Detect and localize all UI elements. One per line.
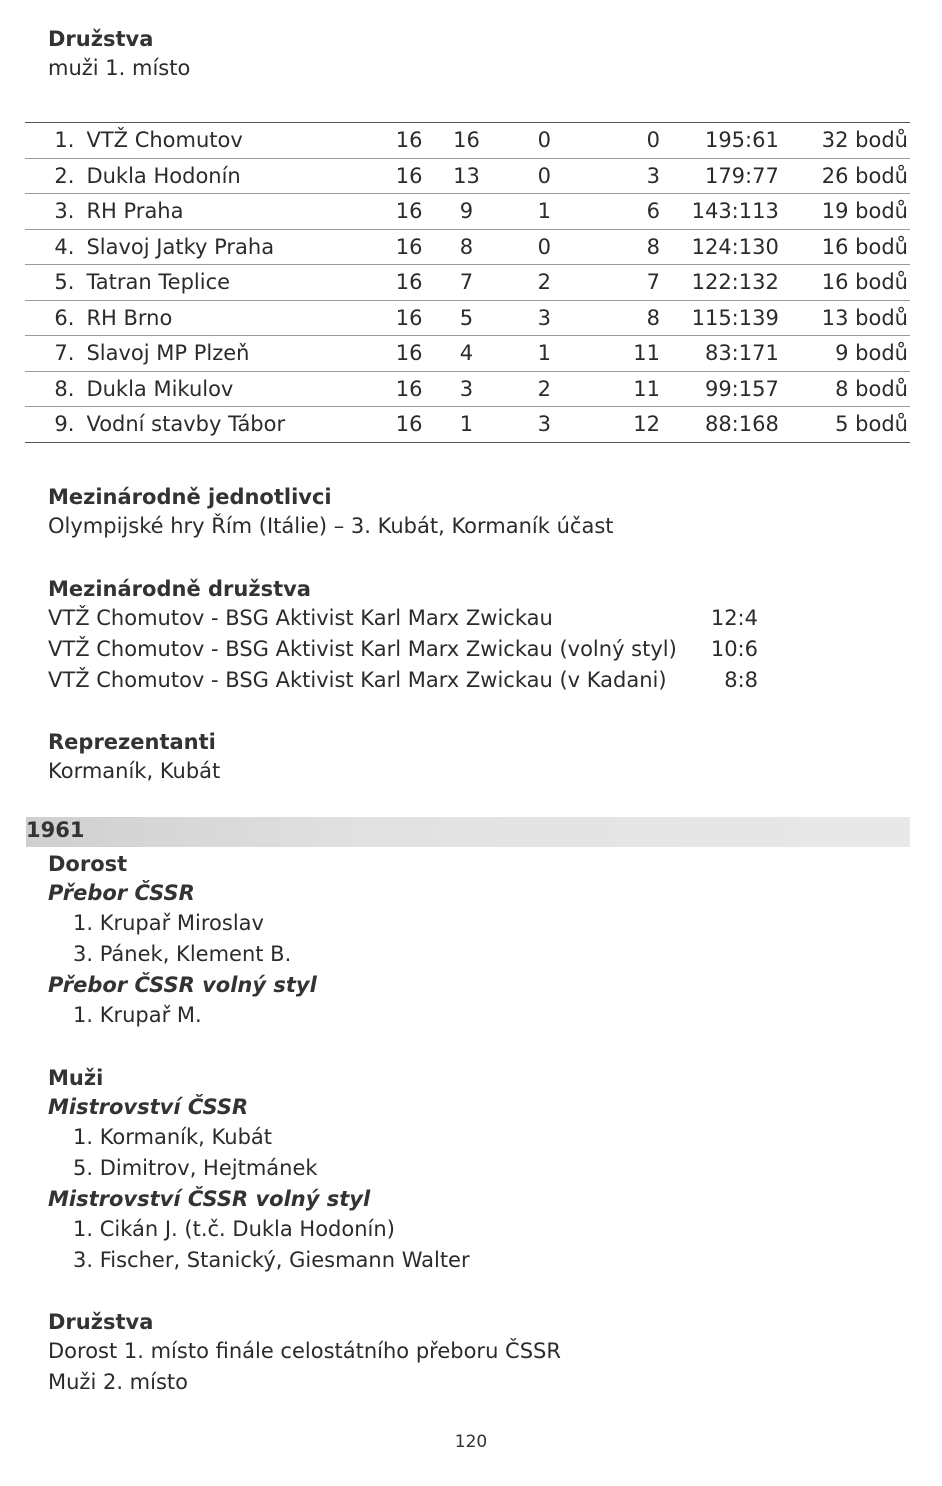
rank-cell: 8. (25, 371, 86, 407)
won-cell: 8 (431, 229, 503, 265)
section-heading: Muži (48, 1066, 104, 1090)
section-subtitle: muži 1. místo (48, 56, 191, 80)
subsection-heading: Mistrovství ČSSR volný styl (48, 1187, 371, 1211)
won-cell: 5 (431, 300, 503, 336)
intl-match-row (48, 603, 758, 634)
section-teams-1960 (48, 25, 190, 84)
points-cell: 19 bodů (779, 194, 910, 230)
section-heading: Dorost (48, 852, 128, 876)
played-cell: 16 (388, 194, 431, 230)
match-score: 12:4 (710, 606, 758, 630)
match-score: 10:6 (710, 637, 758, 661)
section-muzi (48, 1064, 470, 1276)
drawn-cell: 1 (502, 336, 586, 372)
won-cell: 7 (431, 265, 503, 301)
played-cell: 16 (388, 229, 431, 265)
intl-match-list (48, 603, 758, 696)
score-cell: 179:77 (660, 158, 779, 194)
won-cell: 16 (431, 123, 503, 159)
table-row (25, 194, 910, 230)
team-cell: Dukla Hodonín (86, 158, 387, 194)
drawn-cell: 0 (502, 158, 586, 194)
score-cell: 124:130 (660, 229, 779, 265)
standings-table (25, 122, 910, 443)
drawn-cell: 2 (502, 371, 586, 407)
table-row (25, 407, 910, 443)
points-cell: 9 bodů (779, 336, 910, 372)
lost-cell: 8 (586, 229, 660, 265)
match-name: VTŽ Chomutov - BSG Aktivist Karl Marx Zwickau (v Kadani) (48, 668, 667, 692)
rank-cell: 3. (25, 194, 86, 230)
team-cell: Slavoj MP Plzeň (86, 336, 387, 372)
drawn-cell: 2 (502, 265, 586, 301)
rank-cell: 9. (25, 407, 86, 443)
won-cell: 4 (431, 336, 503, 372)
subsection-heading: Mistrovství ČSSR (48, 1095, 249, 1119)
rank-cell: 2. (25, 158, 86, 194)
drawn-cell: 0 (502, 229, 586, 265)
section-representatives (48, 728, 220, 787)
section-heading: Mezinárodně jednotlivci (48, 485, 332, 509)
list-item: 3. Pánek, Klement B. (73, 942, 292, 966)
drawn-cell: 3 (502, 407, 586, 443)
score-cell: 195:61 (660, 123, 779, 159)
lost-cell: 6 (586, 194, 660, 230)
match-name: VTŽ Chomutov - BSG Aktivist Karl Marx Zwickau (48, 606, 553, 630)
drawn-cell: 1 (502, 194, 586, 230)
score-cell: 122:132 (660, 265, 779, 301)
won-cell: 1 (431, 407, 503, 443)
list-item: 5. Dimitrov, Hejtmánek (73, 1156, 318, 1180)
played-cell: 16 (388, 300, 431, 336)
intl-match-row (48, 634, 758, 665)
list-item: 1. Cikán J. (t.č. Dukla Hodonín) (73, 1217, 395, 1241)
section-text: Olympijské hry Řím (Itálie) – 3. Kubát, Kormaník účast (48, 514, 614, 538)
team-cell: RH Praha (86, 194, 387, 230)
team-cell: Tatran Teplice (86, 265, 387, 301)
score-cell: 143:113 (660, 194, 779, 230)
table-row (25, 123, 910, 159)
subsection-heading: Přebor ČSSR (48, 881, 195, 905)
table-row (25, 265, 910, 301)
table-row (25, 336, 910, 372)
section-text: Kormaník, Kubát (48, 759, 221, 783)
section-heading: Družstva (48, 27, 154, 51)
played-cell: 16 (388, 371, 431, 407)
list-item: 1. Krupař M. (73, 1003, 202, 1027)
list-item: 3. Fischer, Stanický, Giesmann Walter (73, 1248, 470, 1272)
list-item: 1. Krupař Miroslav (73, 911, 264, 935)
points-cell: 32 bodů (779, 123, 910, 159)
points-cell: 16 bodů (779, 229, 910, 265)
section-line: Muži 2. místo (48, 1370, 188, 1394)
score-cell: 88:168 (660, 407, 779, 443)
section-intl-individual (48, 483, 614, 542)
list-item: 1. Kormaník, Kubát (73, 1125, 272, 1149)
rank-cell: 6. (25, 300, 86, 336)
subsection-heading: Přebor ČSSR volný styl (48, 973, 317, 997)
team-cell: Dukla Mikulov (86, 371, 387, 407)
section-heading: Reprezentanti (48, 730, 216, 754)
section-line: Dorost 1. místo finále celostátního přeboru ČSSR (48, 1339, 561, 1363)
points-cell: 13 bodů (779, 300, 910, 336)
year-band (26, 817, 910, 847)
section-heading: Družstva (48, 1310, 154, 1334)
section-heading: Mezinárodně družstva (48, 577, 311, 601)
drawn-cell: 0 (502, 123, 586, 159)
won-cell: 13 (431, 158, 503, 194)
lost-cell: 0 (586, 123, 660, 159)
table-row (25, 300, 910, 336)
points-cell: 16 bodů (779, 265, 910, 301)
lost-cell: 7 (586, 265, 660, 301)
lost-cell: 3 (586, 158, 660, 194)
played-cell: 16 (388, 123, 431, 159)
rank-cell: 5. (25, 265, 86, 301)
played-cell: 16 (388, 407, 431, 443)
table-row (25, 371, 910, 407)
team-cell: Vodní stavby Tábor (86, 407, 387, 443)
section-intl-teams (48, 575, 758, 696)
intl-match-row (48, 665, 758, 696)
table-row (25, 158, 910, 194)
drawn-cell: 3 (502, 300, 586, 336)
section-teams-1961 (48, 1308, 561, 1398)
lost-cell: 11 (586, 371, 660, 407)
played-cell: 16 (388, 158, 431, 194)
lost-cell: 12 (586, 407, 660, 443)
played-cell: 16 (388, 265, 431, 301)
year-label: 1961 (26, 818, 85, 842)
section-dorost (48, 850, 317, 1031)
lost-cell: 11 (586, 336, 660, 372)
points-cell: 5 bodů (779, 407, 910, 443)
score-cell: 99:157 (660, 371, 779, 407)
won-cell: 3 (431, 371, 503, 407)
team-cell: VTŽ Chomutov (86, 123, 387, 159)
team-cell: RH Brno (86, 300, 387, 336)
points-cell: 26 bodů (779, 158, 910, 194)
page-number: 120 (454, 1432, 488, 1452)
rank-cell: 7. (25, 336, 86, 372)
points-cell: 8 bodů (779, 371, 910, 407)
won-cell: 9 (431, 194, 503, 230)
score-cell: 115:139 (660, 300, 779, 336)
table-row (25, 229, 910, 265)
rank-cell: 4. (25, 229, 86, 265)
lost-cell: 8 (586, 300, 660, 336)
match-name: VTŽ Chomutov - BSG Aktivist Karl Marx Zwickau (volný styl) (48, 637, 677, 661)
rank-cell: 1. (25, 123, 86, 159)
played-cell: 16 (388, 336, 431, 372)
score-cell: 83:171 (660, 336, 779, 372)
team-cell: Slavoj Jatky Praha (86, 229, 387, 265)
match-score: 8:8 (724, 668, 758, 692)
